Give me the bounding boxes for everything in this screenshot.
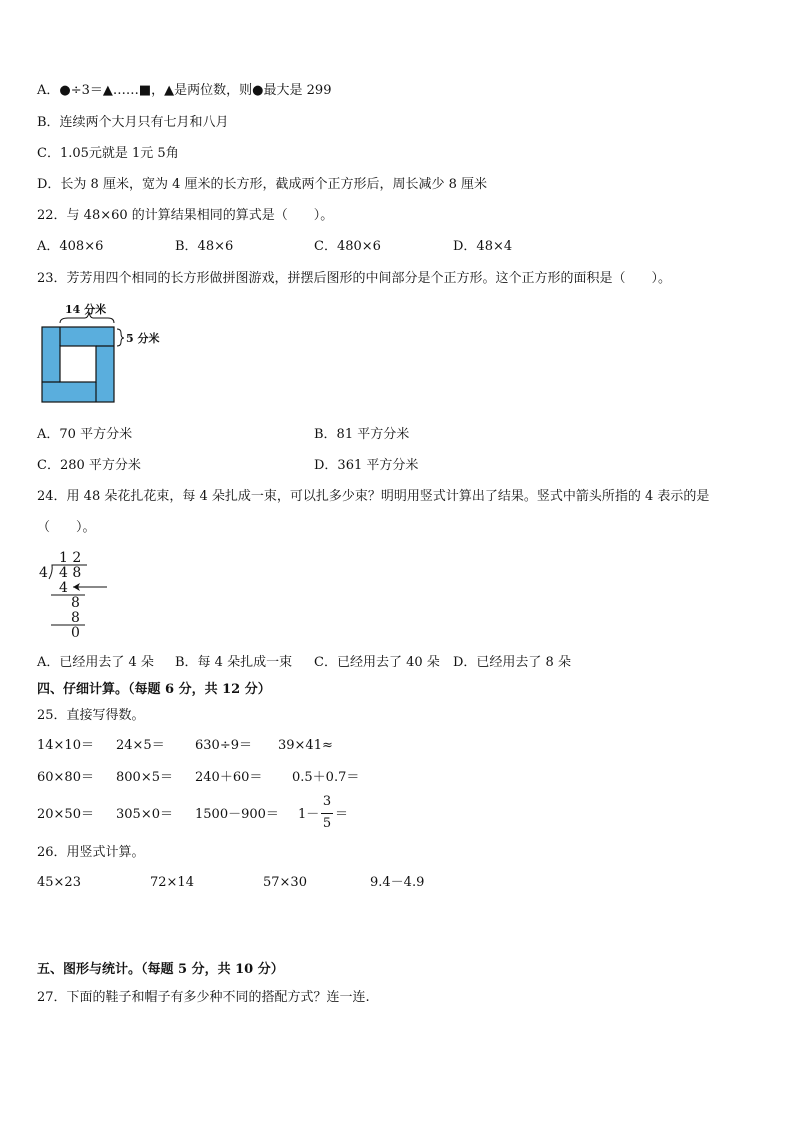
inner-square [60,346,96,382]
q25-item: 630÷9＝ [195,738,252,753]
q23-option-d: D．361 平方分米 [314,458,419,473]
width-label: 14 分米 [65,303,107,316]
q25-item: 1500－900＝ [195,807,279,822]
q21-option-a: A．●÷3＝▲……■，▲是两位数，则●最大是 299 [37,83,332,98]
q25-item: 14×10＝ [37,738,94,753]
fraction-denominator: 5 [322,816,332,831]
step-1: 4 [59,580,68,596]
q25-item: 20×50＝ [37,807,94,822]
q21-option-c: C．1.05元就是 1元 5角 [37,146,179,161]
q25-item: 24×5＝ [116,738,165,753]
divisor: 4 [39,565,48,581]
q24-option-d: D．已经用去了 8 朵 [453,655,571,670]
quotient: 1 2 [59,550,82,566]
section4-heading: 四、仔细计算。（每题 6 分，共 12 分） [37,682,271,697]
q25-item: 800×5＝ [116,770,173,785]
q22-stem: 22．与 48×60 的计算结果相同的算式是（ ）。 [37,208,334,223]
q23-option-c: C．280 平方分米 [37,458,141,473]
q26-item: 57×30 [263,875,307,890]
q26-item: 72×14 [150,875,194,890]
fraction-suffix: ＝ [335,807,349,822]
q24-option-c: C．已经用去了 40 朵 [314,655,440,670]
fraction-numerator: 3 [322,794,332,809]
fraction-bar [321,813,333,814]
step-2: 8 [71,595,80,611]
q27-stem: 27．下面的鞋子和帽子有多少种不同的搭配方式？连一连. [37,990,370,1005]
dividend: 4 8 [59,565,82,581]
q23-option-b: B．81 平方分米 [314,427,410,442]
step-3: 8 [71,610,80,626]
fraction-prefix: 1－ [298,807,320,822]
q24-stem-line1: 24．用 48 朵花扎花束，每 4 朵扎成一束，可以扎多少束？明明用竖式计算出了结果。竖式中箭头所指的 4 表示的是 [37,489,710,504]
q24-stem-line2: （ ）。 [37,520,96,535]
q25-item: 60×80＝ [37,770,94,785]
q21-option-d: D．长为 8 厘米，宽为 4 厘米的长方形，截成两个正方形后，周长减少 8 厘米 [37,177,488,192]
q24-option-b: B．每 4 朵扎成一束 [175,655,293,670]
q25-item: 240＋60＝ [195,770,263,785]
q22-option-c: C．480×6 [314,239,381,254]
q25-item: 305×0＝ [116,807,173,822]
q23-stem: 23．芳芳用四个相同的长方形做拼图游戏，拼摆后图形的中间部分是个正方形。这个正方形的面积是（ ）。 [37,271,672,286]
q21-option-b: B．连续两个大月只有七月和八月 [37,115,229,130]
q22-option-a: A．408×6 [37,239,104,254]
q26-stem: 26．用竖式计算。 [37,845,145,860]
height-brace [117,329,124,346]
q26-item: 9.4－4.9 [370,875,425,890]
height-label: 5 分米 [126,332,160,345]
q25-item: 0.5＋0.7＝ [292,770,360,785]
q22-option-d: D．48×4 [453,239,513,254]
q22-option-b: B．48×6 [175,239,234,254]
section5-heading: 五、图形与统计。（每题 5 分，共 10 分） [37,962,284,977]
remainder: 0 [71,625,80,641]
q26-item: 45×23 [37,875,81,890]
q24-long-division [37,548,117,642]
q24-option-a: A．已经用去了 4 朵 [37,655,154,670]
q25-stem: 25．直接写得数。 [37,708,145,723]
q23-square-figure [38,303,168,405]
q23-option-a: A．70 平方分米 [37,427,133,442]
q25-item: 39×41≈ [278,738,333,753]
